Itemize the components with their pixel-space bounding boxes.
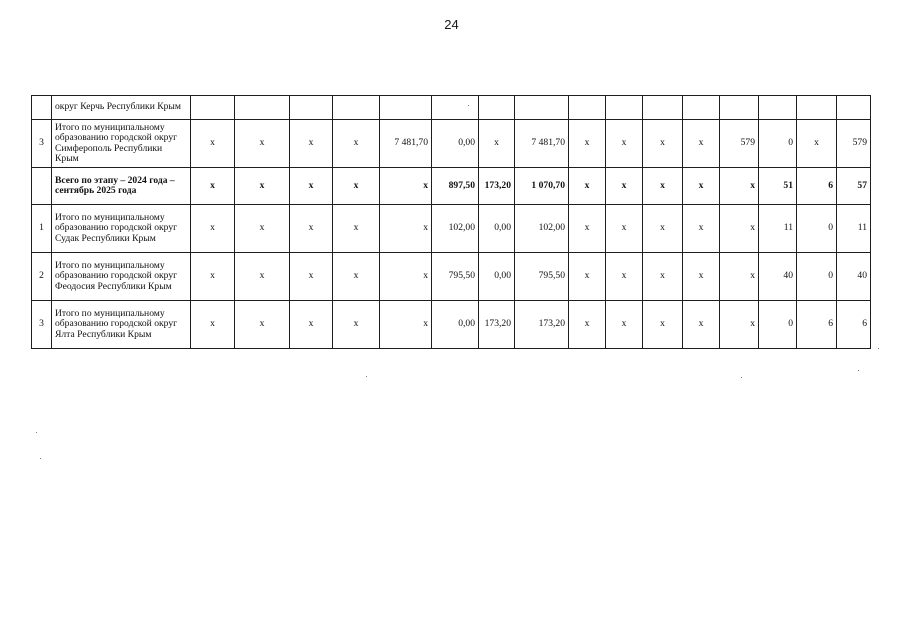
table-cell: x (290, 205, 333, 253)
table-cell: x (683, 120, 720, 168)
table-cell: x (333, 205, 380, 253)
page-number: 24 (444, 17, 459, 32)
table-cell: x (683, 301, 720, 349)
row-number (32, 96, 52, 120)
table-cell: x (643, 253, 683, 301)
scan-speck (878, 348, 879, 349)
row-number: 1 (32, 205, 52, 253)
table-cell: x (333, 253, 380, 301)
table-cell: x (606, 168, 643, 205)
table-cell: 11 (759, 205, 797, 253)
table-cell: x (606, 205, 643, 253)
table-cell: 102,00 (515, 205, 569, 253)
table-cell: 173,20 (479, 168, 515, 205)
table-cell: x (569, 205, 606, 253)
table-cell: 40 (759, 253, 797, 301)
table-cell: 0 (797, 205, 837, 253)
table-cell: x (235, 253, 290, 301)
table-cell: 1 070,70 (515, 168, 569, 205)
table-cell: x (683, 205, 720, 253)
table-cell: 795,50 (515, 253, 569, 301)
table-cell: x (333, 120, 380, 168)
table-cell: 102,00 (432, 205, 479, 253)
table-cell (683, 96, 720, 120)
table-cell: x (235, 301, 290, 349)
table-cell: x (643, 301, 683, 349)
table-cell (643, 96, 683, 120)
table-cell: x (720, 253, 759, 301)
table-cell: x (333, 301, 380, 349)
table-cell: x (643, 168, 683, 205)
table-cell (759, 96, 797, 120)
table-cell: x (569, 120, 606, 168)
row-name: Итого по муниципальному образованию городской округ Феодосия Республики Крым (52, 253, 191, 301)
table-cell: 579 (720, 120, 759, 168)
table-cell: 11 (837, 205, 871, 253)
scan-speck (366, 376, 367, 377)
table-cell (191, 96, 235, 120)
table-cell: x (333, 168, 380, 205)
table-cell: 6 (797, 301, 837, 349)
table-cell: x (380, 205, 432, 253)
table-cell (290, 96, 333, 120)
table-cell: x (643, 205, 683, 253)
row-name: Всего по этапу – 2024 года – сентябрь 2025 года (52, 168, 191, 205)
table-cell: 7 481,70 (380, 120, 432, 168)
table-cell: x (569, 168, 606, 205)
scan-speck (36, 432, 37, 433)
table-cell: x (191, 205, 235, 253)
row-name: Итого по муниципальному образованию городской округ Ялта Республики Крым (52, 301, 191, 349)
table-cell: x (479, 120, 515, 168)
table-cell: 51 (759, 168, 797, 205)
table-cell (569, 96, 606, 120)
table-cell: 897,50 (432, 168, 479, 205)
table-cell: x (191, 301, 235, 349)
row-number: 2 (32, 253, 52, 301)
row-name: округ Керчь Республики Крым (52, 96, 191, 120)
table-cell (333, 96, 380, 120)
table-cell: x (720, 301, 759, 349)
scan-speck (741, 377, 742, 378)
table-cell: x (290, 301, 333, 349)
table-cell: x (380, 301, 432, 349)
table-cell: 0,00 (432, 120, 479, 168)
summary-table (31, 95, 871, 349)
table-row (32, 120, 871, 168)
row-name: Итого по муниципальному образованию городской округ Судак Республики Крым (52, 205, 191, 253)
table-cell: x (797, 120, 837, 168)
row-number: 3 (32, 301, 52, 349)
table-cell: 6 (797, 168, 837, 205)
table-cell (606, 96, 643, 120)
table-cell (235, 96, 290, 120)
table-cell: x (606, 301, 643, 349)
scan-speck (468, 105, 469, 106)
table-cell: x (643, 120, 683, 168)
table-cell: x (720, 168, 759, 205)
table-cell: x (235, 168, 290, 205)
table-cell (479, 96, 515, 120)
table-cell: 7 481,70 (515, 120, 569, 168)
table-cell: x (683, 253, 720, 301)
table-row (32, 96, 871, 120)
row-number: 3 (32, 120, 52, 168)
table-cell (380, 96, 432, 120)
table-cell: x (235, 205, 290, 253)
table-cell: 6 (837, 301, 871, 349)
table-cell: 0 (797, 253, 837, 301)
row-number (32, 168, 52, 205)
table-cell: x (290, 168, 333, 205)
table-cell (515, 96, 569, 120)
table-cell: x (569, 301, 606, 349)
table-cell: x (683, 168, 720, 205)
table-cell: 173,20 (515, 301, 569, 349)
scan-speck (858, 370, 859, 371)
table-cell: x (290, 120, 333, 168)
table-cell: x (380, 253, 432, 301)
table-cell: x (380, 168, 432, 205)
table-cell: x (191, 120, 235, 168)
table-cell (432, 96, 479, 120)
table-cell: 0,00 (479, 205, 515, 253)
table-cell: x (191, 253, 235, 301)
table-cell: x (290, 253, 333, 301)
table-cell: 0 (759, 301, 797, 349)
table-cell: 0 (759, 120, 797, 168)
table-cell (837, 96, 871, 120)
table-cell (797, 96, 837, 120)
table-cell: 795,50 (432, 253, 479, 301)
table-cell: x (606, 120, 643, 168)
table-cell: 579 (837, 120, 871, 168)
table-cell: x (235, 120, 290, 168)
scan-speck (40, 458, 41, 459)
table-row (32, 253, 871, 301)
table-row (32, 205, 871, 253)
table-cell: 173,20 (479, 301, 515, 349)
table-cell (720, 96, 759, 120)
table-row (32, 301, 871, 349)
table-cell: x (720, 205, 759, 253)
table-cell: x (569, 253, 606, 301)
table-cell: x (606, 253, 643, 301)
table-cell: 0,00 (479, 253, 515, 301)
table-cell: 40 (837, 253, 871, 301)
row-name: Итого по муниципальному образованию городской округ Симферополь Республики Крым (52, 120, 191, 168)
table-cell: 57 (837, 168, 871, 205)
table-cell: x (191, 168, 235, 205)
table-cell: 0,00 (432, 301, 479, 349)
total-row (32, 168, 871, 205)
